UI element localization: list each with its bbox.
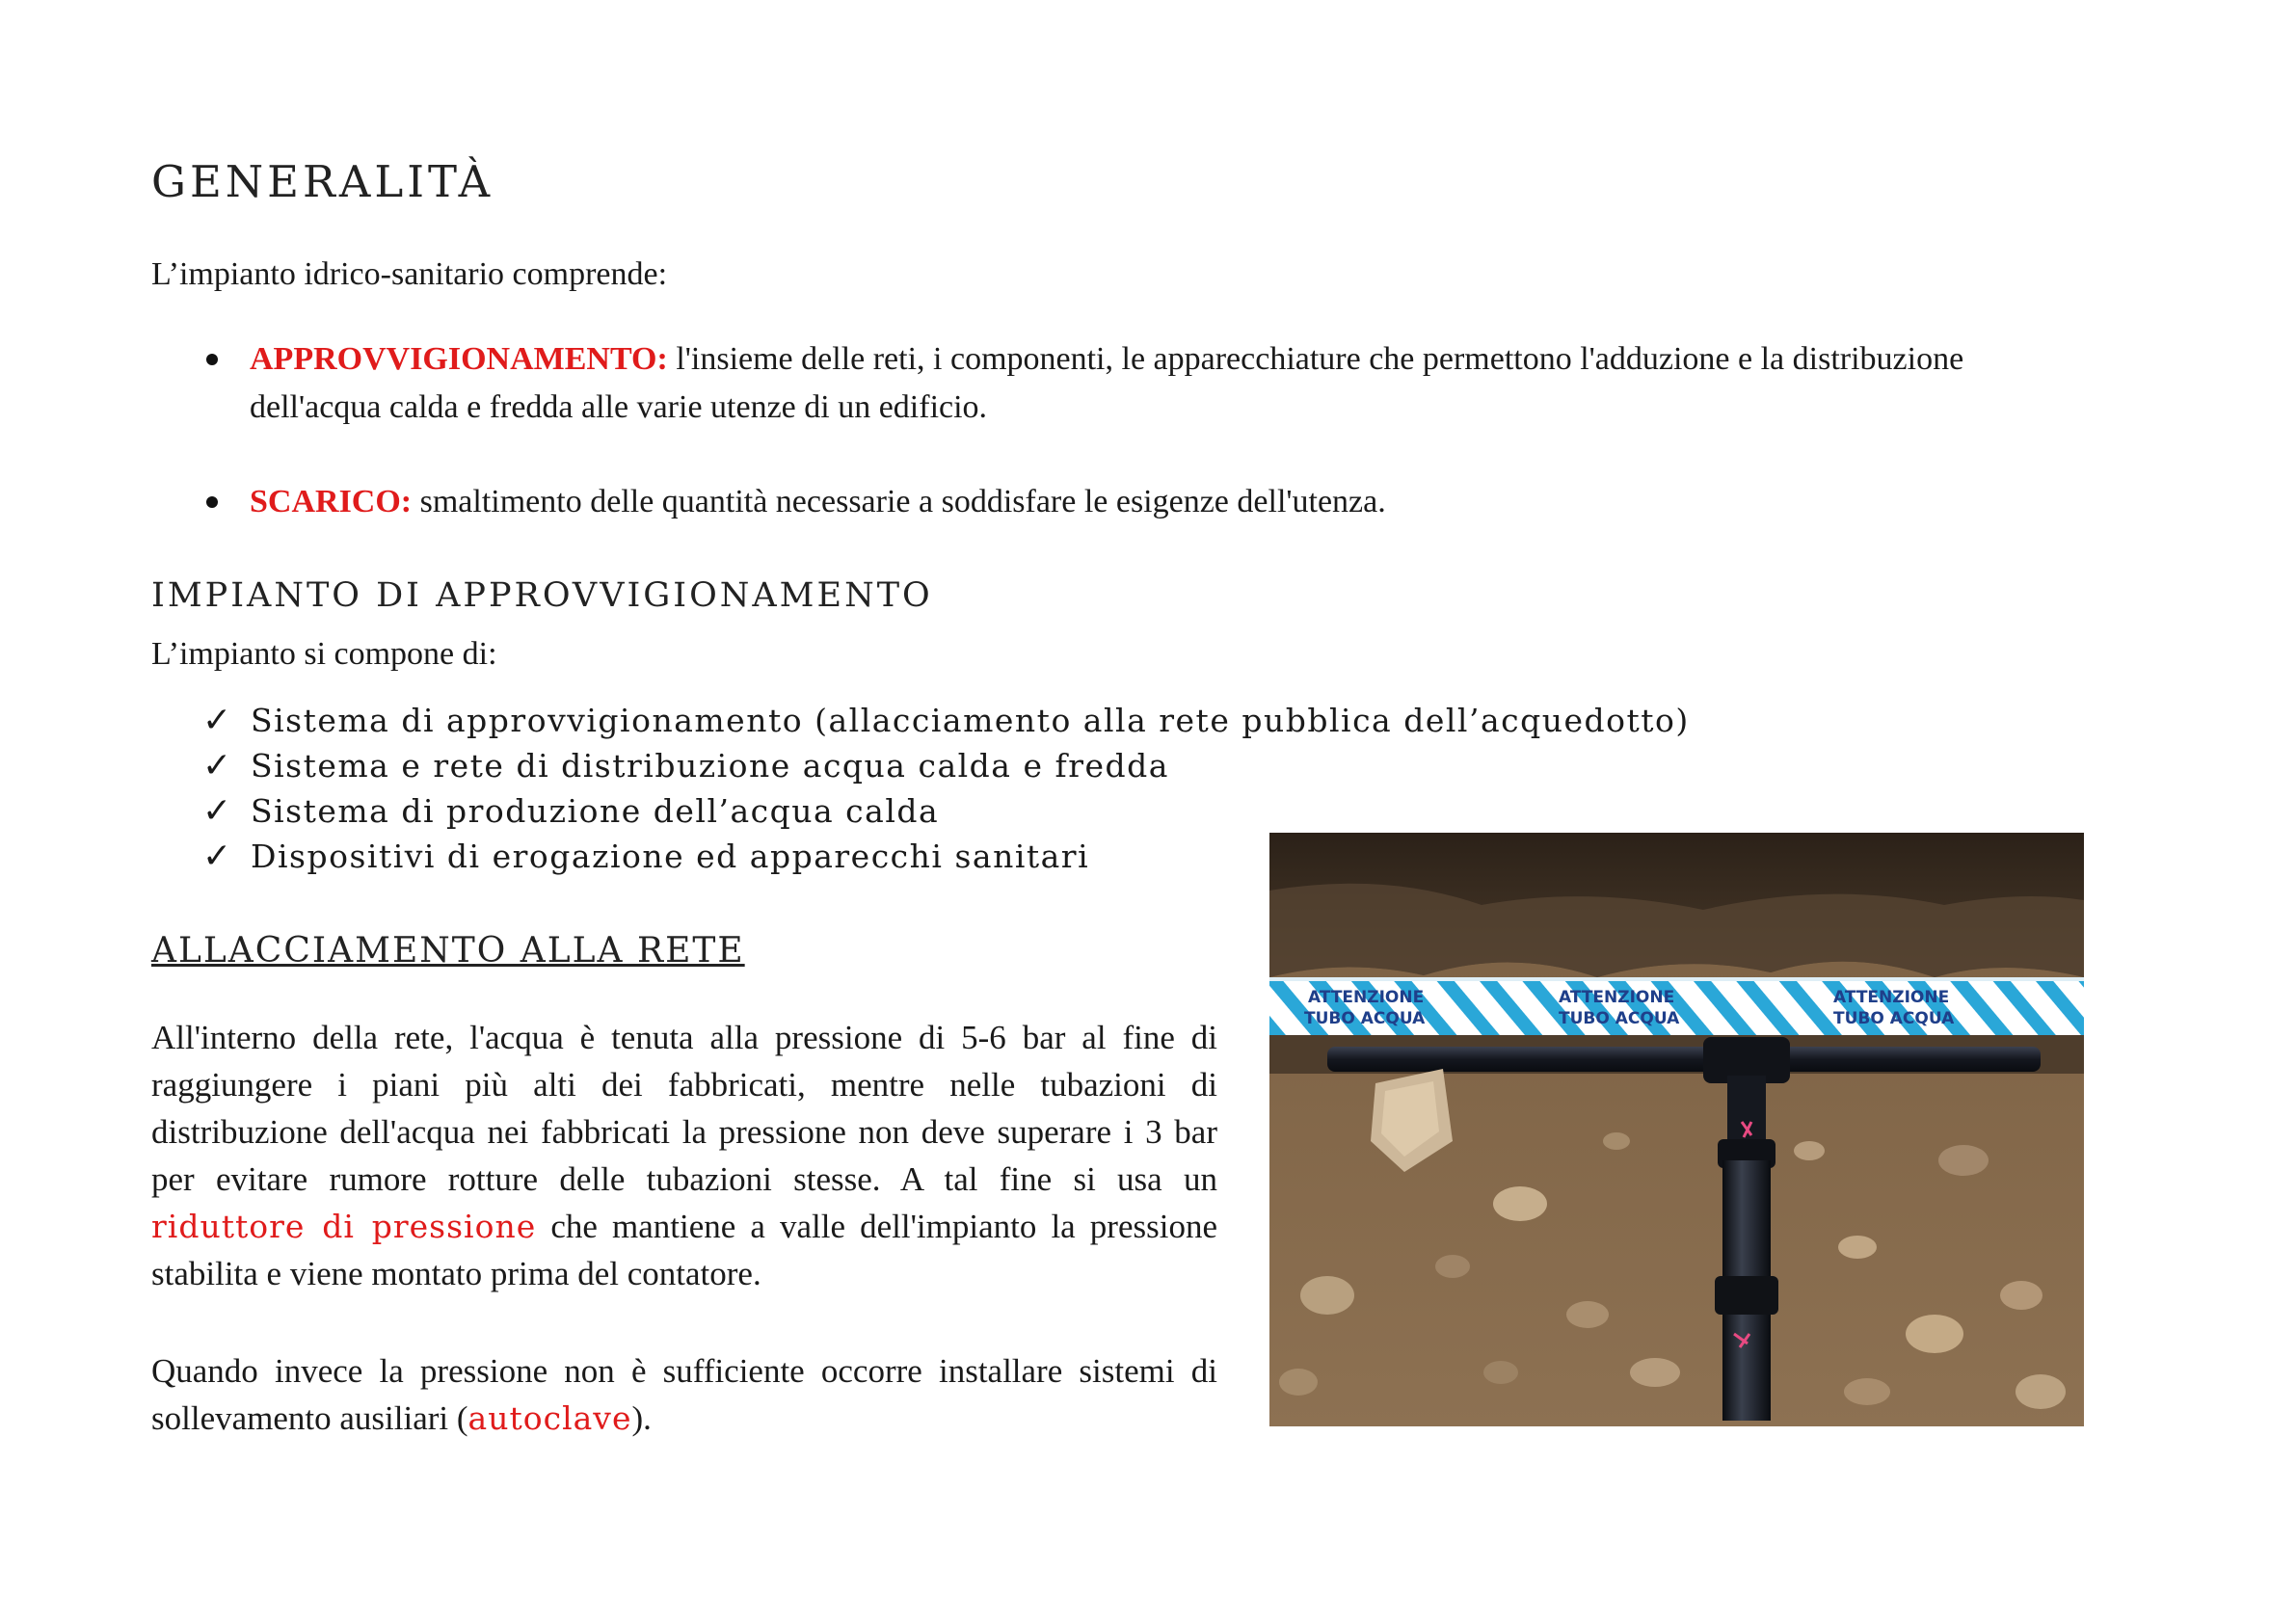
checklist-item-label: Sistema di produzione dell’acqua calda bbox=[251, 792, 940, 830]
pipe-trench-photo bbox=[1269, 833, 2084, 1426]
highlight-autoclave: autoclave bbox=[467, 1399, 632, 1437]
checklist-item-label: Sistema e rete di distribuzione acqua calda e fredda bbox=[251, 747, 1169, 785]
intro-text: L’impianto idrico-sanitario comprende: bbox=[151, 256, 668, 292]
paragraph-text: Quando invece la pressione non è sufficiente occorre installare sistemi di sollevamento ausiliari ( bbox=[151, 1352, 1217, 1437]
tape-label-line1: ATTENZIONE bbox=[1559, 988, 1675, 1007]
paragraph-pressione bbox=[151, 1014, 1217, 1297]
tape-label-line1: ATTENZIONE bbox=[1833, 988, 1950, 1007]
bullet-keyword: APPROVVIGIONAMENTO: bbox=[250, 341, 668, 377]
bullet-text: l'insieme delle reti, i componenti, le apparecchiature che permettono l'adduzione e la distribuzione dell'acqua calda e fredda alle varie utenze di un edificio. bbox=[250, 341, 1964, 425]
paragraph-text: All'interno della rete, l'acqua è tenuta alla pressione di 5-6 bar al fine di raggiungere i piani più alti dei fabbricati, mentre nelle tubazioni di distribuzione dell'acqua nei fabbricati la pressione non deve superare i 3 bar per evitare rumore rotture delle tubazioni stesse. A tal fine si usa un bbox=[151, 1019, 1217, 1198]
tape-label-line2: TUBO ACQUA bbox=[1833, 1009, 1955, 1028]
pipe-trench-illustration bbox=[1269, 833, 2084, 1426]
paragraph-autoclave bbox=[151, 1347, 1217, 1442]
check-icon: ✓ bbox=[202, 701, 233, 740]
checklist-item-label: Dispositivi di erogazione ed apparecchi sanitari bbox=[251, 838, 1090, 875]
section-heading-allacciamento: ALLACCIAMENTO ALLA RETE bbox=[151, 931, 745, 971]
checklist-item bbox=[202, 743, 1690, 788]
check-icon: ✓ bbox=[202, 791, 233, 831]
paragraph-text: ). bbox=[631, 1399, 652, 1437]
bullet-dot-icon bbox=[206, 354, 218, 365]
bullet-list bbox=[151, 335, 2079, 526]
bullet-approvvigionamento bbox=[151, 335, 2079, 432]
compone-text: L’impianto si compone di: bbox=[151, 636, 497, 672]
check-icon: ✓ bbox=[202, 746, 233, 785]
checklist-item bbox=[202, 698, 1690, 743]
checklist-item bbox=[202, 788, 1690, 834]
page-title: GENERALITÀ bbox=[151, 156, 494, 207]
bullet-keyword: SCARICO: bbox=[250, 484, 413, 519]
paragraph-text: che mantiene a valle dell'impianto la pressione stabilita e viene montato prima del contatore. bbox=[151, 1208, 1217, 1292]
tape-label-line2: TUBO ACQUA bbox=[1559, 1009, 1680, 1028]
bullet-dot-icon bbox=[206, 496, 218, 508]
checklist-item-label: Sistema di approvvigionamento (allacciamento alla rete pubblica dell’acquedotto) bbox=[251, 702, 1690, 739]
tape-label-line1: ATTENZIONE bbox=[1308, 988, 1425, 1007]
check-icon: ✓ bbox=[202, 837, 233, 876]
tape-label-line2: TUBO ACQUA bbox=[1304, 1009, 1426, 1028]
bullet-scarico bbox=[151, 478, 2079, 526]
highlight-riduttore: riduttore di pressione bbox=[151, 1208, 537, 1245]
section-heading-impianto: IMPIANTO DI APPROVVIGIONAMENTO bbox=[151, 576, 933, 615]
bullet-text: smaltimento delle quantità necessarie a soddisfare le esigenze dell'utenza. bbox=[412, 484, 1386, 519]
